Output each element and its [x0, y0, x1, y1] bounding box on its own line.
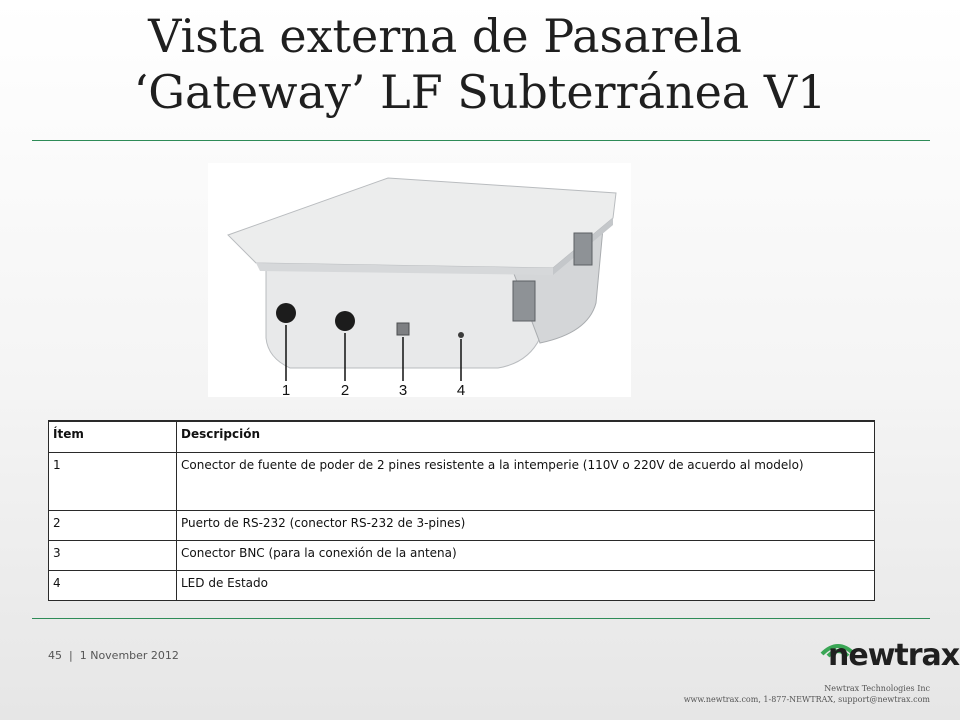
header-item: Ítem — [49, 421, 177, 452]
header-description: Descripción — [177, 421, 875, 452]
connector-power — [276, 303, 296, 323]
items-table — [48, 420, 875, 601]
row-item-number: 3 — [49, 540, 177, 570]
status-led — [458, 332, 464, 338]
enclosure-body — [266, 258, 548, 368]
footer-date: 1 November 2012 — [79, 649, 179, 662]
footer-page-info — [48, 649, 179, 662]
callout-label-2: 2 — [340, 382, 350, 397]
row-item-number: 2 — [49, 510, 177, 540]
slide-title-line-1: Vista externa de Pasarela — [148, 9, 742, 63]
company-name: Newtrax Technologies Inc — [824, 684, 930, 693]
logo-wordmark: newtrax — [828, 638, 960, 673]
row-item-number: 1 — [49, 452, 177, 510]
newtrax-logo — [818, 634, 960, 674]
callout-label-4: 4 — [456, 382, 466, 397]
footer-separator: | — [69, 649, 73, 662]
connector-bnc — [397, 323, 409, 335]
latch-right — [574, 233, 592, 265]
callout-label-1: 1 — [281, 382, 291, 397]
slide-title-line-2: ‘Gateway’ LF Subterránea V1 — [133, 65, 827, 119]
row-item-number: 4 — [49, 570, 177, 600]
row-description: Conector BNC (para la conexión de la antena) — [177, 540, 875, 570]
connector-rs232 — [335, 311, 355, 331]
bottom-divider — [32, 618, 930, 619]
table-row — [49, 510, 875, 540]
callout-label-3: 3 — [398, 382, 408, 397]
gateway-enclosure-illustration — [208, 163, 631, 397]
row-description: LED de Estado — [177, 570, 875, 600]
gateway-photo — [208, 163, 631, 397]
enclosure-lid — [228, 178, 616, 268]
slide-title — [0, 8, 960, 120]
table-row — [49, 570, 875, 600]
company-info — [684, 683, 930, 705]
page-number: 45 — [48, 649, 62, 662]
table-row — [49, 540, 875, 570]
table-header-row — [49, 421, 875, 452]
top-divider — [32, 140, 930, 141]
row-description: Puerto de RS-232 (conector RS-232 de 3-pines) — [177, 510, 875, 540]
row-description: Conector de fuente de poder de 2 pines resistente a la intemperie (110V o 220V de acuerdo al modelo) — [177, 452, 875, 510]
latch-left — [513, 281, 535, 321]
table-row — [49, 452, 875, 510]
company-contact: www.newtrax.com, 1-877-NEWTRAX, support@newtrax.com — [683, 695, 930, 704]
